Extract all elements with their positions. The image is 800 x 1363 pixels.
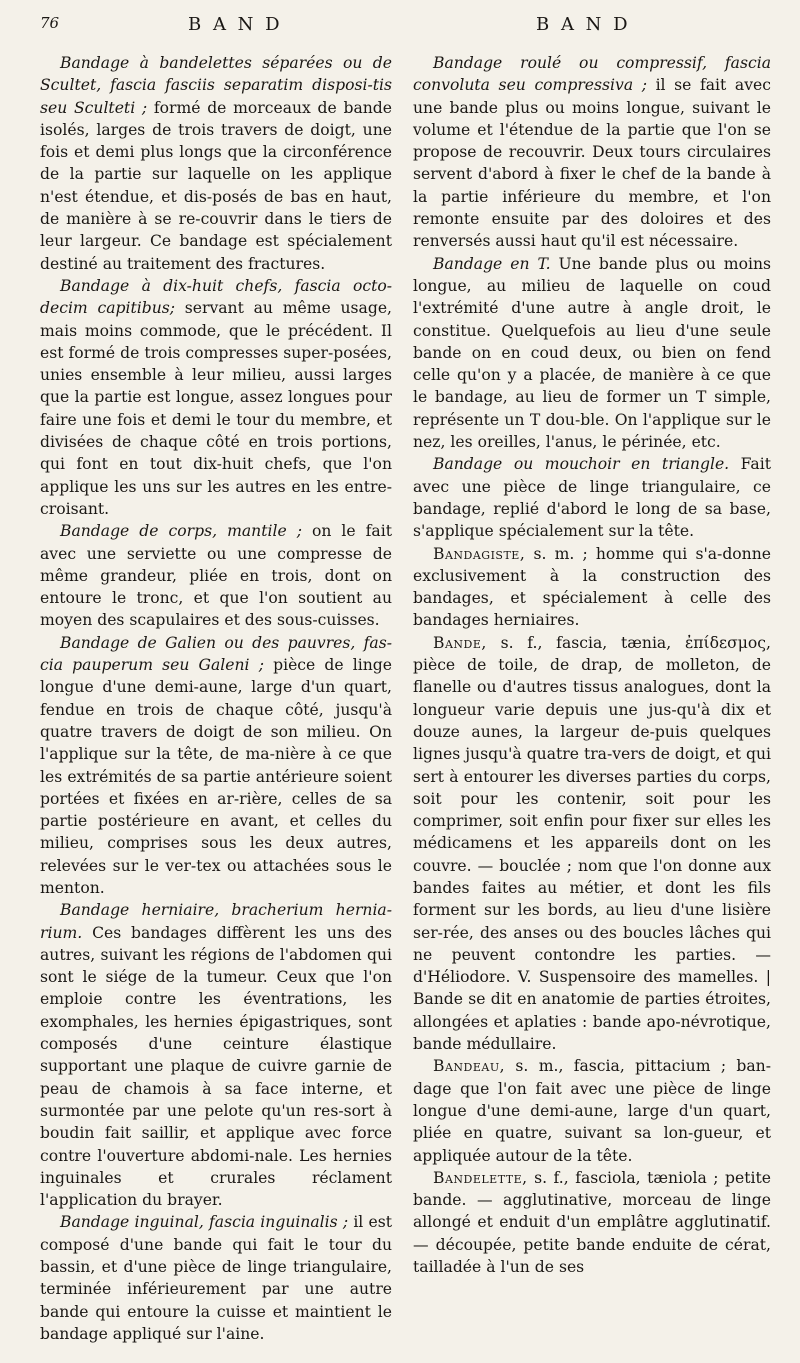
entry-headword: Bandage ou mouchoir en triangle. — [433, 455, 730, 474]
entry-text: Fait avec une pièce de linge triangulaire, ce bandage, replié d'abord le long de sa base, s'applique spécialement sur la tête. — [413, 455, 771, 541]
entry-text: s. m. ; homme qui s'a-donne exclusivement à la construction des bandages, et spécialement à celle des bandages herniaires. — [413, 544, 771, 630]
entry-text: formé de morceaux de bande isolés, larges de trois travers de doigt, une fois et demi plus longs que la circonférence de la partie sur laquelle on les applique n'est étendue, et dis-posés de bas en haut, de manière à se re-couvrir dans le tiers de leur largeur. Ce bandage est spécialement destiné au traitement des fractures. — [40, 98, 392, 273]
entry — [413, 632, 771, 1056]
entry-text: Ces bandages diffèrent les uns des autres, suivant les régions de l'abdomen qui sont le siége de la tumeur. Ceux que l'on emploie contre les éventrations, les exomphales, les hernies épigastriques, sont composés d'une ceinture élastique supportant une plaque de cuivre garnie de peau de chamois à sa face interne, et surmontée par une pelote qu'un res-sort à boudin fait saillir, et applique avec force contre l'ouverture abdomi-nale. Les hernies inguinales et crurales réclament l'application du brayer. — [40, 923, 392, 1210]
entry — [40, 632, 392, 900]
entry — [413, 1055, 771, 1166]
entry — [413, 52, 771, 253]
page-number: 76 — [40, 14, 60, 32]
entry-headword: Bandelette, — [433, 1168, 528, 1187]
entry — [40, 520, 392, 631]
entry-headword: Bandage à bandelettes séparées ou de Scultet, fascia fasciis separatim disposi-tis seu Sculteti ; — [40, 54, 392, 117]
entry-headword: Bandeau, — [433, 1057, 506, 1076]
entry-text: servant au même usage, mais moins commode, que le précédent. Il est formé de trois compresses super-posées, unies ensemble à leur milieu, aussi larges que la partie est longue, assez longues pour faire une fois et demi le tour du membre, et divisées de chaque côté en trois portions, qui font en tout dix-huit chefs, que l'on applique les uns sur les autres en les entre-croisant. — [40, 299, 392, 518]
entry-text: il se fait avec une bande plus ou moins longue, suivant le volume et l'étendue de la partie que l'on se propose de recouvrir. Deux tours circulaires servent d'abord à fixer le chef de la bande à la partie inférieure du membre, et l'on remonte ensuite par des doloires et des renversés aussi haut qu'il est nécessaire. — [413, 76, 771, 251]
entry — [40, 899, 392, 1211]
entry-text: il est composé d'une bande qui fait le tour du bassin, et d'une pièce de linge triangulaire, terminée inférieurement par une autre bande qui entoure la cuisse et maintient le bandage appliqué sur l'aine. — [40, 1213, 392, 1343]
entry-headword: Bandage roulé ou compressif, fascia convoluta seu compressiva ; — [413, 54, 771, 95]
entry-headword: Bandagiste, — [433, 544, 526, 563]
running-head-right: B A N D — [536, 14, 631, 35]
entry — [40, 1211, 392, 1345]
entry-text: pièce de linge longue d'une demi-aune, large d'un quart, fendue en trois de chaque côté, jusqu'à quatre travers de doigt de son milieu. On l'applique sur la tête, de ma-nière à ce que les extrémités de sa partie antérieure soient portées et fixées en ar-rière, celles de sa partie postérieure en avant, et celles du milieu, comprises sous les deux autres, relevées sur le ver-tex ou attachées sous le menton. — [40, 656, 392, 897]
entry — [413, 1167, 771, 1278]
entry-headword: Bandage de Galien ou des pauvres, fas-cia pauperum seu Galeni ; — [40, 633, 392, 675]
entry — [40, 52, 392, 275]
page-header — [0, 14, 800, 44]
left-column — [40, 52, 392, 1345]
entry-headword: Bandage à dix-huit chefs, fascia octo-decim capitibus; — [40, 276, 392, 318]
entry-headword: Bandage inguinal, fascia inguinalis ; — [60, 1213, 349, 1232]
entry-text: Une bande plus ou moins longue, au milieu de laquelle on coud l'extrémité d'une autre à angle droit, le constitue. Quelquefois au lieu d'une seule bande on en coud deux, ou bien on fend celle qu'on y a placée, de manière à ce que le bandage, au lieu de former un T simple, représente un T dou-ble. On l'applique sur le nez, les oreilles, l'anus, le périnée, etc. — [413, 254, 771, 452]
entry-text: on le fait avec une serviette ou une compresse de même grandeur, pliée en trois, dont on entoure le tronc, et que l'on soutient au moyen des scapulaires et des sous-cuisses. — [40, 522, 392, 630]
entry-headword: Bandage en T. — [433, 254, 551, 273]
entry-headword: Bandage herniaire, bracherium hernia-rium. — [40, 901, 392, 942]
entry-text: s. f., fascia, tænia, ἐπίδεσμος, pièce de toile, de drap, de molleton, de flanelle ou d'autres tissus analogues, dont la longueur varie depuis une jus-qu'à dix et douze aunes, la largeur de-puis quelques lignes jusqu'à quatre tra-vers de doigt, et qui sert à entourer les diverses parties du corps, soit pour les contenir, soit pour les comprimer, soit enfin pour fixer sur elles les médicamens et les appareils dont on les couvre. — bouclée ; nom que l'on donne aux bandes faites au métier, et dont les fils forment sur les bords, au lieu d'une lisière ser-rée, des anses ou des boucles lâches qui ne peuvent contondre les parties. — d'Héliodore. V. Suspensoire des mamelles. | Bande se dit en anatomie de parties étroites, allongées et aplaties : bande apo-névrotique, bande médullaire. — [413, 633, 771, 1054]
entry-text: s. f., fasciola, tæniola ; petite bande. — agglutinative, morceau de linge allongé et enduit d'un emplâtre agglutinatif. — découpée, petite bande enduite de cérat, tailladée à l'un de ses — [413, 1168, 771, 1277]
entry-headword: Bandage de corps, mantile ; — [60, 522, 302, 541]
entry — [413, 453, 771, 542]
running-head-left: B A N D — [188, 14, 283, 35]
entry-headword: Bande, — [433, 633, 487, 652]
right-column — [413, 52, 771, 1278]
entry — [413, 543, 771, 632]
entry — [40, 275, 392, 520]
entry-text: s. m., fascia, pittacium ; ban-dage que l'on fait avec une pièce de linge longue d'une demi-aune, large d'un quart, pliée en quatre, suivant sa lon-gueur, et appliquée autour de la tête. — [413, 1057, 771, 1165]
entry — [413, 253, 771, 454]
